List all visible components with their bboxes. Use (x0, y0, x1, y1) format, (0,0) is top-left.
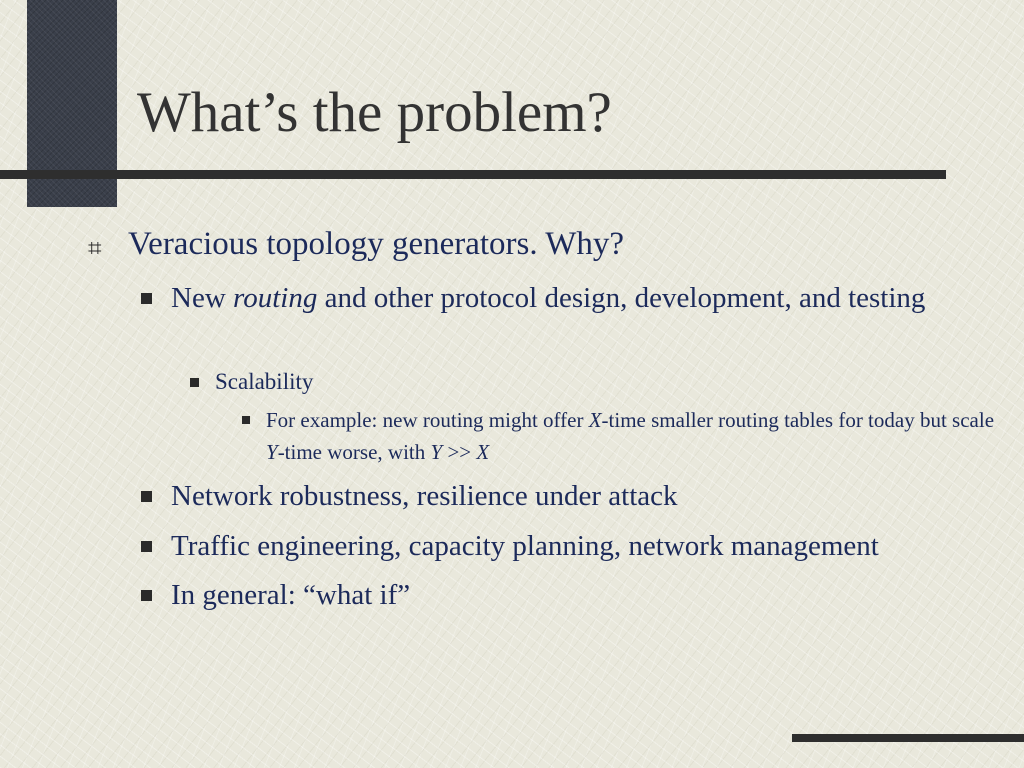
bullet-scalability: Scalability (215, 369, 314, 394)
bullet-main: Veracious topology generators. Why? (128, 226, 625, 262)
square-bullet-icon (190, 378, 199, 387)
example-var-y2: Y (430, 440, 443, 464)
bullet-what-if: In general: “what if” (171, 579, 411, 611)
slide-title: What’s the problem? (137, 81, 612, 144)
bullet-item-routing-prefix: New (171, 282, 234, 314)
square-bullet-icon (141, 293, 152, 304)
bullet-item-routing-suffix: and other protocol design, development, and testing (317, 282, 926, 314)
example-part3: -time worse, with (277, 440, 431, 464)
example-var-x: X (588, 408, 602, 432)
square-bullet-icon (141, 491, 152, 502)
footer-rule (792, 734, 1024, 742)
hash-z-bullet-icon: ⌗ (88, 234, 102, 262)
example-operator: >> (442, 440, 477, 464)
square-bullet-icon (242, 416, 250, 424)
example-var-y: Y (266, 440, 278, 464)
bullet-robustness: Network robustness, resilience under attack (171, 480, 678, 512)
title-underline-rule (0, 170, 946, 179)
bullet-item-routing-emphasis: routing (233, 282, 318, 314)
example-part1: For example: new routing might offer (266, 408, 589, 432)
bullet-example (266, 404, 1006, 468)
square-bullet-icon (141, 541, 152, 552)
square-bullet-icon (141, 590, 152, 601)
example-part2: -time smaller routing tables for today but scale (601, 408, 995, 432)
bullet-traffic-engineering: Traffic engineering, capacity planning, network management (171, 530, 879, 562)
bullet-item-routing (171, 278, 1011, 318)
example-var-x2: X (476, 440, 490, 464)
